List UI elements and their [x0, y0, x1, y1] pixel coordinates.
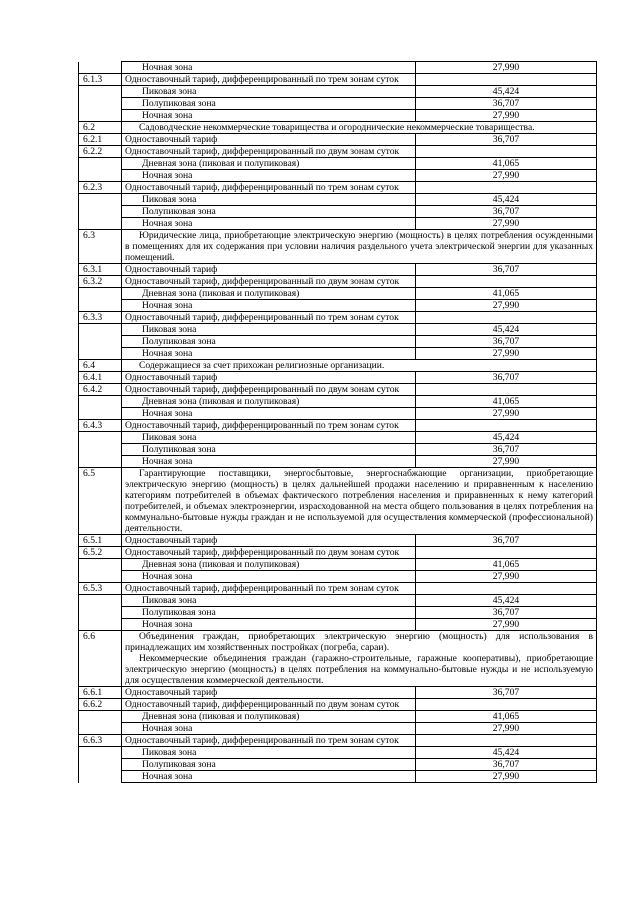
zone-label: Дневная зона (пиковая и полупиковая) [122, 158, 416, 170]
item-code: 6.4.1 [79, 372, 122, 384]
zone-row [79, 62, 597, 74]
tariff-value: 27,990 [416, 571, 597, 583]
tariff-value: 41,065 [416, 711, 597, 723]
category-description [122, 230, 597, 264]
zone-row [79, 170, 597, 182]
tariff-row [79, 535, 597, 547]
item-code [79, 98, 122, 110]
zone-label: Ночная зона [122, 348, 416, 360]
tariff-row [79, 699, 597, 711]
zone-label: Ночная зона [122, 170, 416, 182]
item-code: 6.1.3 [79, 74, 122, 86]
tariff-value: 45,424 [416, 324, 597, 336]
tariff-value: 27,990 [416, 218, 597, 230]
item-code: 6.4.2 [79, 384, 122, 396]
tariff-table [78, 61, 597, 783]
item-code: 6.3.2 [79, 276, 122, 288]
category-row [79, 122, 597, 134]
tariff-row [79, 312, 597, 324]
tariff-value: 36,707 [416, 444, 597, 456]
category-description [122, 122, 597, 134]
item-code [79, 771, 122, 783]
item-code [79, 759, 122, 771]
tariff-label: Одноставочный тариф, дифференцированный по двум зонам суток [122, 146, 416, 158]
item-code: 6.2.2 [79, 146, 122, 158]
zone-row [79, 711, 597, 723]
tariff-row [79, 372, 597, 384]
tariff-value: 27,990 [416, 456, 597, 468]
tariff-value: 45,424 [416, 194, 597, 206]
item-code [79, 336, 122, 348]
tariff-label: Одноставочный тариф, дифференцированный по трем зонам суток [122, 182, 416, 194]
zone-row [79, 444, 597, 456]
zone-row [79, 759, 597, 771]
tariff-value: 36,707 [416, 134, 597, 146]
zone-row [79, 396, 597, 408]
item-code [79, 747, 122, 759]
tariff-label: Одноставочный тариф, дифференцированный по трем зонам суток [122, 312, 416, 324]
zone-row [79, 206, 597, 218]
zone-row [79, 300, 597, 312]
zone-label: Дневная зона (пиковая и полупиковая) [122, 711, 416, 723]
tariff-row [79, 583, 597, 595]
item-code [79, 432, 122, 444]
zone-label: Ночная зона [122, 62, 416, 74]
item-code [79, 595, 122, 607]
zone-label: Полупиковая зона [122, 98, 416, 110]
category-paragraph: Некоммерческие объединения граждан (гаражно-строительные, гаражные кооперативы), приобретающие электрическую энергию (мощность) в целях потребления на коммунально-бытовые нужды и не используемую для осуществления коммерческой деятельности. [125, 653, 593, 686]
zone-row [79, 771, 597, 783]
zone-label: Пиковая зона [122, 194, 416, 206]
tariff-label: Одноставочный тариф, дифференцированный по двум зонам суток [122, 384, 416, 396]
tariff-value: 41,065 [416, 158, 597, 170]
category-row [79, 468, 597, 535]
tariff-value: 27,990 [416, 62, 597, 74]
tariff-row [79, 735, 597, 747]
zone-row [79, 98, 597, 110]
zone-row [79, 619, 597, 631]
tariff-row [79, 146, 597, 158]
tariff-value: 36,707 [416, 535, 597, 547]
tariff-value: 36,707 [416, 607, 597, 619]
tariff-label: Одноставочный тариф [122, 264, 416, 276]
tariff-value [416, 182, 597, 194]
tariff-label: Одноставочный тариф, дифференцированный по двум зонам суток [122, 699, 416, 711]
tariff-value: 45,424 [416, 595, 597, 607]
item-code [79, 711, 122, 723]
zone-row [79, 747, 597, 759]
item-code [79, 723, 122, 735]
category-row [79, 631, 597, 687]
tariff-label: Одноставочный тариф, дифференцированный по двум зонам суток [122, 276, 416, 288]
tariff-row [79, 420, 597, 432]
zone-label: Дневная зона (пиковая и полупиковая) [122, 396, 416, 408]
tariff-value: 41,065 [416, 288, 597, 300]
item-code: 6.3.3 [79, 312, 122, 324]
zone-label: Полупиковая зона [122, 206, 416, 218]
item-code: 6.4 [79, 360, 122, 372]
tariff-row [79, 687, 597, 699]
zone-row [79, 559, 597, 571]
zone-row [79, 432, 597, 444]
tariff-label: Одноставочный тариф [122, 535, 416, 547]
tariff-value: 36,707 [416, 759, 597, 771]
item-code: 6.6 [79, 631, 122, 687]
tariff-label: Одноставочный тариф, дифференцированный по двум зонам суток [122, 547, 416, 559]
tariff-document [78, 61, 597, 783]
tariff-row [79, 276, 597, 288]
tariff-value [416, 735, 597, 747]
zone-label: Дневная зона (пиковая и полупиковая) [122, 559, 416, 571]
item-code [79, 170, 122, 182]
tariff-value: 36,707 [416, 372, 597, 384]
tariff-row [79, 134, 597, 146]
item-code: 6.5.1 [79, 535, 122, 547]
zone-row [79, 218, 597, 230]
tariff-value: 36,707 [416, 206, 597, 218]
zone-row [79, 348, 597, 360]
zone-label: Пиковая зона [122, 747, 416, 759]
item-code: 6.4.3 [79, 420, 122, 432]
tariff-value: 27,990 [416, 170, 597, 182]
zone-label: Пиковая зона [122, 432, 416, 444]
tariff-label: Одноставочный тариф, дифференцированный по трем зонам суток [122, 583, 416, 595]
item-code: 6.3 [79, 230, 122, 264]
tariff-value: 27,990 [416, 771, 597, 783]
tariff-label: Одноставочный тариф, дифференцированный по трем зонам суток [122, 420, 416, 432]
item-code [79, 559, 122, 571]
item-code [79, 456, 122, 468]
item-code [79, 619, 122, 631]
category-paragraph: Гарантирующие поставщики, энергосбытовые, энергоснабжающие организации, приобретающие электрическую энергию (мощность) в целях дальнейшей продажи населению и приравненным к населению категориям потребителей в объемах фактического потребления населения и приравненных к нему категорий потребителей, и объемах электроэнергии, израсходованной на места общего пользования в целях потребления на коммунально-бытовые нужды граждан и не используемой для осуществления коммерческой (профессиональной) деятельности. [125, 468, 593, 534]
category-description [122, 631, 597, 687]
tariff-row [79, 74, 597, 86]
zone-row [79, 86, 597, 98]
item-code: 6.2 [79, 122, 122, 134]
tariff-label: Одноставочный тариф, дифференцированный по трем зонам суток [122, 74, 416, 86]
tariff-value: 27,990 [416, 723, 597, 735]
item-code [79, 158, 122, 170]
zone-row [79, 571, 597, 583]
category-description [122, 468, 597, 535]
tariff-value [416, 699, 597, 711]
item-code: 6.5.3 [79, 583, 122, 595]
category-paragraph: Юридические лица, приобретающие электрическую энергию (мощность) в целях потребления осужденными в помещениях для их содержания при условии наличия раздельного учета электрической энергии для указанных помещений. [125, 230, 593, 263]
category-paragraph: Содержащиеся за счет прихожан религиозные организации. [139, 360, 385, 371]
tariff-row [79, 384, 597, 396]
tariff-value: 27,990 [416, 110, 597, 122]
category-paragraph: Садоводческие некоммерческие товарищества и огороднические некоммерческие товарищества. [139, 122, 535, 133]
tariff-value: 36,707 [416, 264, 597, 276]
item-code [79, 607, 122, 619]
zone-label: Ночная зона [122, 619, 416, 631]
zone-row [79, 595, 597, 607]
zone-row [79, 194, 597, 206]
tariff-row [79, 547, 597, 559]
tariff-value: 27,990 [416, 619, 597, 631]
item-code: 6.6.3 [79, 735, 122, 747]
zone-label: Ночная зона [122, 300, 416, 312]
item-code: 6.5 [79, 468, 122, 535]
tariff-value: 36,707 [416, 336, 597, 348]
tariff-value [416, 420, 597, 432]
zone-label: Ночная зона [122, 723, 416, 735]
tariff-value [416, 146, 597, 158]
tariff-table-body [79, 62, 597, 783]
zone-row [79, 110, 597, 122]
tariff-value: 45,424 [416, 747, 597, 759]
tariff-value [416, 312, 597, 324]
zone-label: Ночная зона [122, 218, 416, 230]
tariff-value [416, 74, 597, 86]
zone-row [79, 607, 597, 619]
zone-row [79, 456, 597, 468]
category-row [79, 360, 597, 372]
tariff-value: 27,990 [416, 300, 597, 312]
zone-label: Ночная зона [122, 110, 416, 122]
item-code [79, 348, 122, 360]
tariff-value: 41,065 [416, 559, 597, 571]
item-code: 6.3.1 [79, 264, 122, 276]
zone-row [79, 324, 597, 336]
tariff-row [79, 182, 597, 194]
item-code [79, 218, 122, 230]
zone-label: Ночная зона [122, 456, 416, 468]
zone-label: Дневная зона (пиковая и полупиковая) [122, 288, 416, 300]
tariff-value: 27,990 [416, 408, 597, 420]
category-paragraph: Объединения граждан, приобретающих электрическую энергию (мощность) для использования в принадлежащих им хозяйственных постройках (погреба, сараи). [125, 631, 593, 653]
tariff-value [416, 547, 597, 559]
category-description [122, 360, 597, 372]
zone-label: Полупиковая зона [122, 607, 416, 619]
tariff-value: 41,065 [416, 396, 597, 408]
tariff-value: 45,424 [416, 432, 597, 444]
zone-label: Полупиковая зона [122, 444, 416, 456]
zone-label: Полупиковая зона [122, 336, 416, 348]
item-code [79, 396, 122, 408]
item-code: 6.2.3 [79, 182, 122, 194]
category-row [79, 230, 597, 264]
item-code [79, 86, 122, 98]
zone-row [79, 158, 597, 170]
zone-row [79, 336, 597, 348]
tariff-value [416, 276, 597, 288]
item-code [79, 571, 122, 583]
tariff-value: 36,707 [416, 687, 597, 699]
tariff-value: 45,424 [416, 86, 597, 98]
tariff-label: Одноставочный тариф [122, 134, 416, 146]
item-code: 6.2.1 [79, 134, 122, 146]
tariff-value [416, 384, 597, 396]
tariff-label: Одноставочный тариф [122, 687, 416, 699]
item-code: 6.5.2 [79, 547, 122, 559]
tariff-value: 27,990 [416, 348, 597, 360]
zone-label: Ночная зона [122, 408, 416, 420]
tariff-row [79, 264, 597, 276]
zone-label: Пиковая зона [122, 86, 416, 98]
item-code: 6.6.2 [79, 699, 122, 711]
item-code [79, 206, 122, 218]
zone-row [79, 723, 597, 735]
item-code [79, 444, 122, 456]
zone-label: Ночная зона [122, 571, 416, 583]
tariff-label: Одноставочный тариф [122, 372, 416, 384]
item-code [79, 408, 122, 420]
zone-label: Полупиковая зона [122, 759, 416, 771]
item-code [79, 324, 122, 336]
zone-row [79, 408, 597, 420]
tariff-value: 36,707 [416, 98, 597, 110]
zone-label: Ночная зона [122, 771, 416, 783]
tariff-label: Одноставочный тариф, дифференцированный по трем зонам суток [122, 735, 416, 747]
zone-label: Пиковая зона [122, 324, 416, 336]
zone-label: Пиковая зона [122, 595, 416, 607]
zone-row [79, 288, 597, 300]
item-code: 6.6.1 [79, 687, 122, 699]
item-code [79, 62, 122, 74]
item-code [79, 194, 122, 206]
item-code [79, 288, 122, 300]
item-code [79, 300, 122, 312]
item-code [79, 110, 122, 122]
tariff-value [416, 583, 597, 595]
